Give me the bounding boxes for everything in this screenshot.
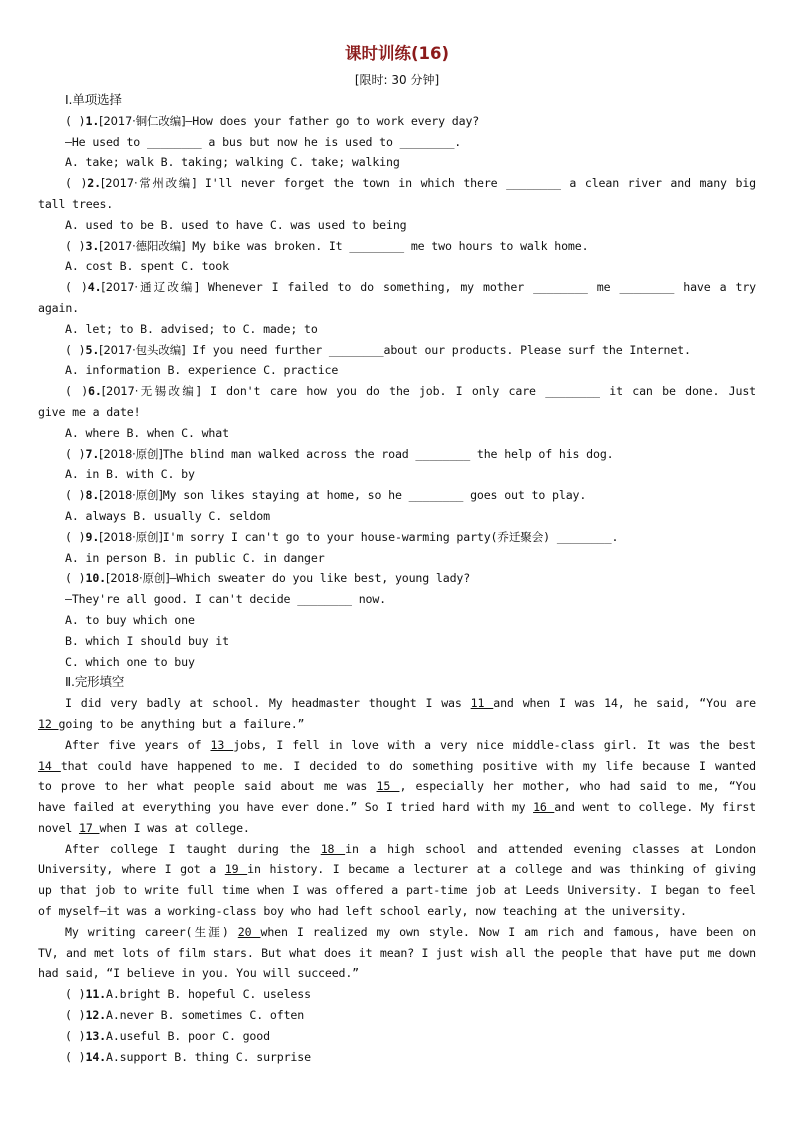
question-9-options: A. in person B. in public C. in danger	[65, 550, 325, 565]
question-10-option-a: A. to buy which one	[65, 612, 195, 627]
worksheet-page	[38, 42, 756, 1067]
question-1-options: A. take; walk B. taking; walking C. take; walking	[65, 155, 400, 170]
cloze-p3-line3: up that job to write full time when I was offered a part-time job at Leeds University. I began to feel	[38, 883, 756, 898]
cloze-p1-line1: I did very badly at school. My headmaster thought I was 11 and when I was 14, he said, “You are	[65, 696, 756, 711]
question-8-options: A. always B. usually C. seldom	[65, 508, 270, 523]
cloze-p2-line2: 14 that could have happened to me. I decided to do something positive with my life because I wanted	[38, 758, 756, 773]
question-9: ( )9.[2018·原创]I'm sorry I can't go to your house-warming party(乔迁聚会) ________.	[65, 529, 619, 544]
question-10: ( )10.[2018·原创]—Which sweater do you like best, young lady?	[65, 571, 471, 586]
cloze-p4-line3: had said, “I believe in you. You will succeed.”	[38, 966, 360, 981]
question-10-stem: —They're all good. I can't decide ________ now.	[65, 592, 387, 607]
question-1: ( )1.[2017·铜仁改编]—How does your father go to work every day?	[65, 113, 480, 128]
cloze-p3-line4: of myself—it was a working-class boy who had left school early, now teaching at the university.	[38, 904, 687, 919]
cloze-question-14: ( )14.A.support B. thing C. surprise	[65, 1049, 311, 1064]
cloze-p4-line1: My writing career(生涯) 20 when I realized my own style. Now I am rich and famous, have been on	[65, 924, 756, 939]
section-heading-cloze: Ⅱ.完形填空	[65, 674, 125, 690]
time-limit: [限时: 30 分钟]	[354, 73, 440, 87]
cloze-p4-line2: TV, and met lots of film stars. But what does it mean? I just wish all the people that have put me down	[38, 945, 756, 960]
question-4: ( )4.[2017·通辽改编] Whenever I failed to do something, my mother ________ me ________ have a try	[65, 280, 756, 295]
question-6: ( )6.[2017·无锡改编] I don't care how you do the job. I only care ________ it can be done. Just	[65, 384, 756, 399]
question-7: ( )7.[2018·原创]The blind man walked across the road ________ the help of his dog.	[65, 446, 614, 461]
question-2: ( )2.[2017·常州改编] I'll never forget the town in which there ________ a clean river and many big	[65, 176, 756, 191]
cloze-p2-line3: to prove to her what people said about me was 15 , especially her mother, who had said to me, “You	[38, 779, 756, 794]
cloze-p2-line4: have failed at everything you have ever done.” So I tried hard with my 16 and went to college. My first	[38, 800, 756, 815]
cloze-p2-line1: After five years of 13 jobs, I fell in love with a very nice middle-class girl. It was the best	[65, 737, 756, 752]
question-7-options: A. in B. with C. by	[65, 467, 195, 482]
cloze-p2-line5: novel 17 when I was at college.	[38, 820, 250, 835]
cloze-p3-line1: After college I taught during the 18 in a high school and attended evening classes at London	[65, 841, 756, 856]
question-8: ( )8.[2018·原创]My son likes staying at home, so he ________ goes out to play.	[65, 488, 587, 503]
question-10-option-c: C. which one to buy	[65, 654, 195, 669]
question-10-option-b: B. which I should buy it	[65, 633, 229, 648]
cloze-question-12: ( )12.A.never B. sometimes C. often	[65, 1008, 305, 1023]
section-heading-multiple-choice: Ⅰ.单项选择	[65, 92, 122, 107]
question-2-options: A. used to be B. used to have C. was used to being	[65, 217, 407, 232]
page-title: 课时训练(16)	[344, 44, 450, 63]
question-3-options: A. cost B. spent C. took	[65, 259, 229, 274]
question-4-options: A. let; to B. advised; to C. made; to	[65, 321, 318, 336]
question-4-stem: again.	[38, 300, 79, 315]
question-3: ( )3.[2017·德阳改编] My bike was broken. It ________ me two hours to walk home.	[65, 238, 589, 253]
cloze-question-11: ( )11.A.bright B. hopeful C. useless	[65, 987, 311, 1002]
question-5-options: A. information B. experience C. practice	[65, 363, 339, 378]
cloze-question-13: ( )13.A.useful B. poor C. good	[65, 1028, 270, 1043]
question-6-stem: give me a date!	[38, 404, 141, 419]
question-5: ( )5.[2017·包头改编] If you need further ________about our products. Please surf the Internet.	[65, 342, 691, 357]
question-6-options: A. where B. when C. what	[65, 425, 229, 440]
question-1-stem: —He used to ________ a bus but now he is used to ________.	[65, 134, 462, 149]
question-2-stem: tall trees.	[38, 196, 114, 211]
cloze-p3-line2: University, where I got a 19 in history. I became a lecturer at a college and was thinking of giving	[38, 862, 756, 877]
cloze-p1-line2: 12 going to be anything but a failure.”	[38, 716, 305, 731]
